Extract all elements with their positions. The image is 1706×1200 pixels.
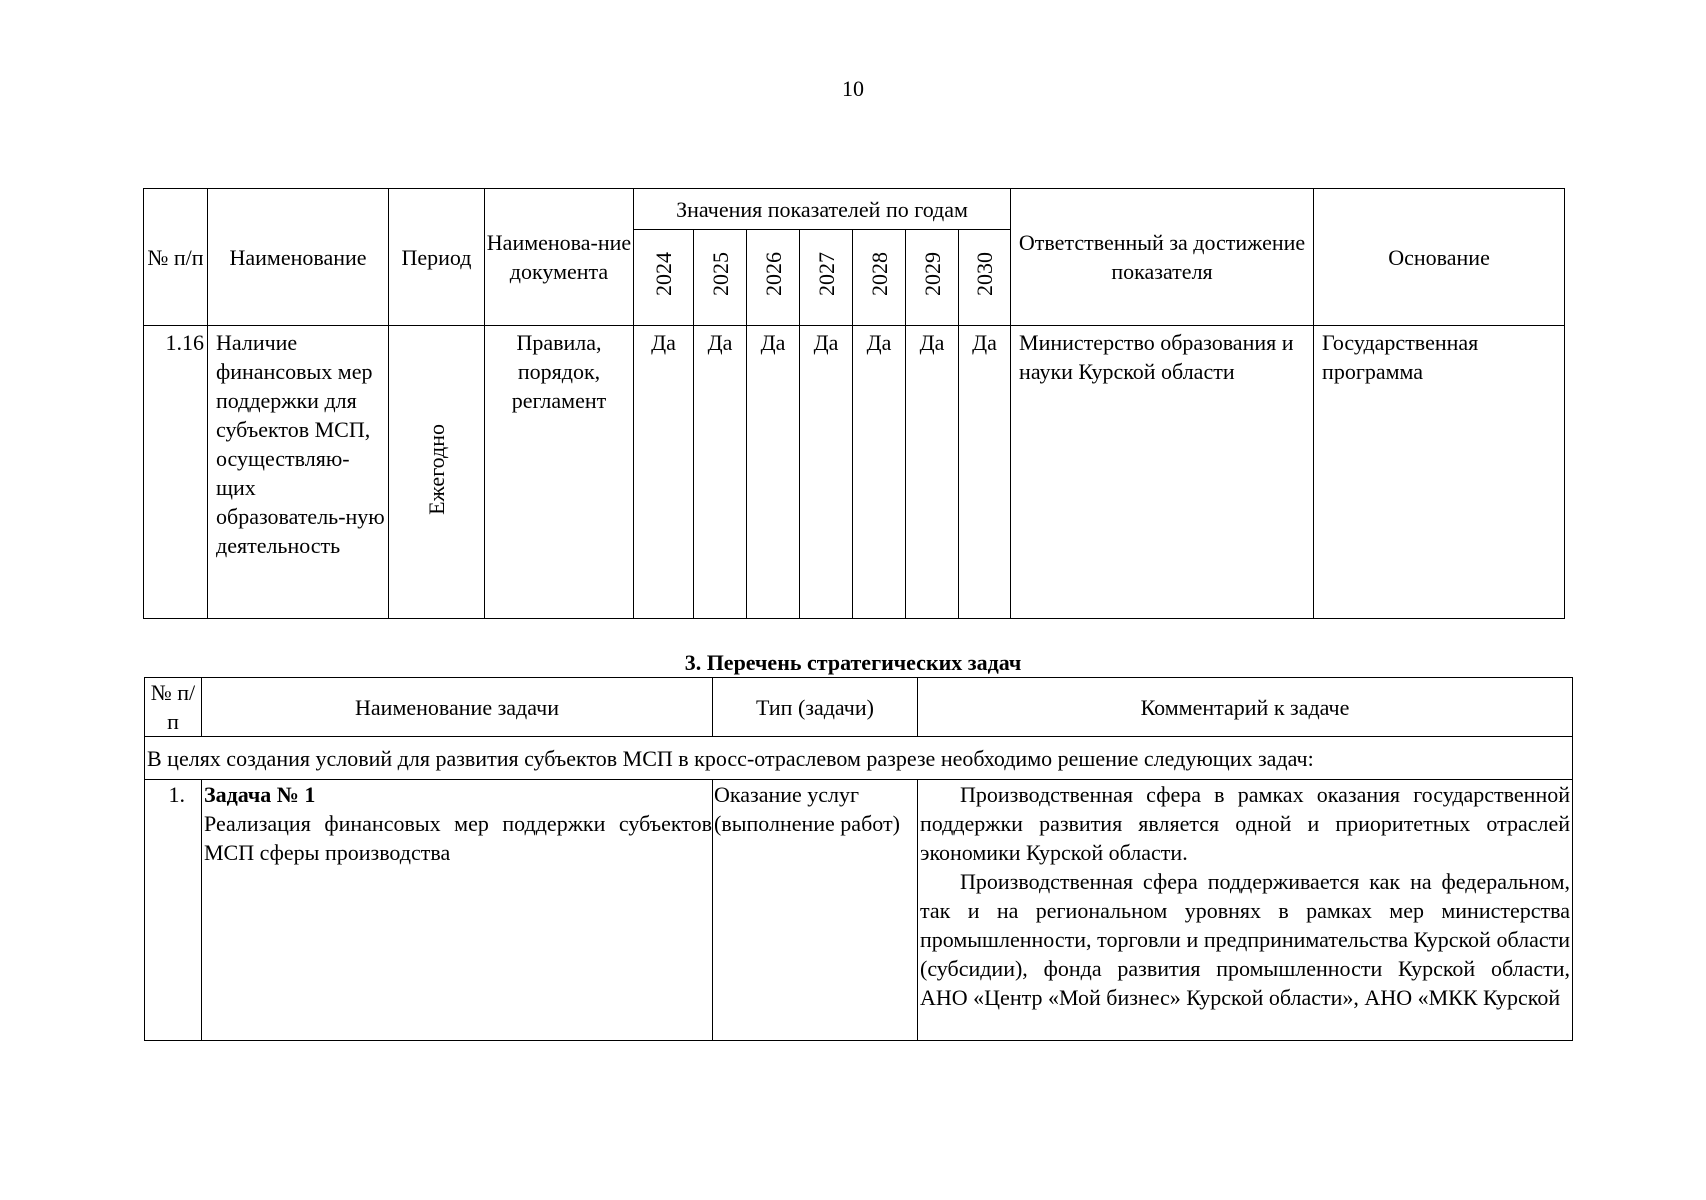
table-row	[144, 326, 1565, 619]
header-num: № п/п	[145, 678, 202, 737]
indicators-table	[143, 188, 1565, 619]
row-period-cell	[389, 326, 485, 619]
row-document: Правила, порядок, регламент	[485, 326, 634, 619]
header-responsible: Ответственный за достижение показателя	[1011, 189, 1314, 326]
comment-paragraph: Производственная сфера в рамках оказания государственной поддержки развития является одной и приоритетных отраслей экономики Курской области.	[920, 782, 1570, 865]
table-row	[145, 780, 1573, 1041]
row-basis: Государственная программа	[1314, 326, 1565, 619]
year-label: 2024	[651, 252, 676, 296]
tasks-table	[144, 677, 1573, 1041]
header-task: Наименование задачи	[202, 678, 713, 737]
task-cell	[202, 780, 713, 1041]
row-name: Наличие финансовых мер поддержки для субъектов МСП, осуществляю-щих образователь-ную деятельность	[208, 326, 389, 619]
task-type: Оказание услуг (выполнение работ)	[713, 780, 918, 1041]
row-value: Да	[906, 326, 959, 619]
row-period: Ежегодно	[424, 424, 449, 515]
task-comment	[918, 780, 1573, 1041]
year-header	[906, 230, 959, 326]
task-text: Реализация финансовых мер поддержки субъектов МСП сферы производства	[204, 811, 712, 865]
header-period: Период	[389, 189, 485, 326]
year-label: 2027	[813, 252, 839, 296]
year-label: 2030	[972, 252, 998, 296]
header-name: Наименование	[208, 189, 389, 326]
year-label: 2026	[760, 252, 786, 296]
header-values-group: Значения показателей по годам	[634, 189, 1011, 230]
task-title: Задача № 1	[204, 782, 316, 807]
row-value: Да	[800, 326, 853, 619]
header-type: Тип (задачи)	[713, 678, 918, 737]
header-num: № п/п	[144, 189, 208, 326]
row-value: Да	[634, 326, 694, 619]
row-responsible: Министерство образования и науки Курской области	[1011, 326, 1314, 619]
section-title: 3. Перечень стратегических задач	[684, 650, 1022, 675]
row-num: 1.16	[144, 326, 208, 619]
year-label: 2029	[919, 252, 945, 296]
comment-paragraph: Производственная сфера поддерживается как на федеральном, так и на региональном уровнях в рамках мер министерства промышленности, торговли и предпринимательства Курской области (субсидии), фонда развития промышленности Курской области, АНО «Центр «Мой бизнес» Курской области», АНО «МКК Курской	[920, 869, 1570, 1010]
year-header	[634, 230, 694, 326]
row-value: Да	[959, 326, 1011, 619]
year-header	[800, 230, 853, 326]
task-num: 1.	[145, 780, 202, 1041]
year-label: 2028	[866, 252, 892, 296]
year-header	[694, 230, 747, 326]
page-number: 10	[842, 76, 864, 101]
year-header	[853, 230, 906, 326]
header-basis: Основание	[1314, 189, 1565, 326]
header-document: Наименова-ние документа	[485, 189, 634, 326]
year-header	[959, 230, 1011, 326]
year-label: 2025	[707, 252, 733, 296]
year-header	[747, 230, 800, 326]
row-value: Да	[747, 326, 800, 619]
row-value: Да	[694, 326, 747, 619]
header-comment: Комментарий к задаче	[918, 678, 1573, 737]
intro-text: В целях создания условий для развития субъектов МСП в кросс-отраслевом разрезе необходимо решение следующих задач:	[145, 737, 1573, 780]
row-value: Да	[853, 326, 906, 619]
